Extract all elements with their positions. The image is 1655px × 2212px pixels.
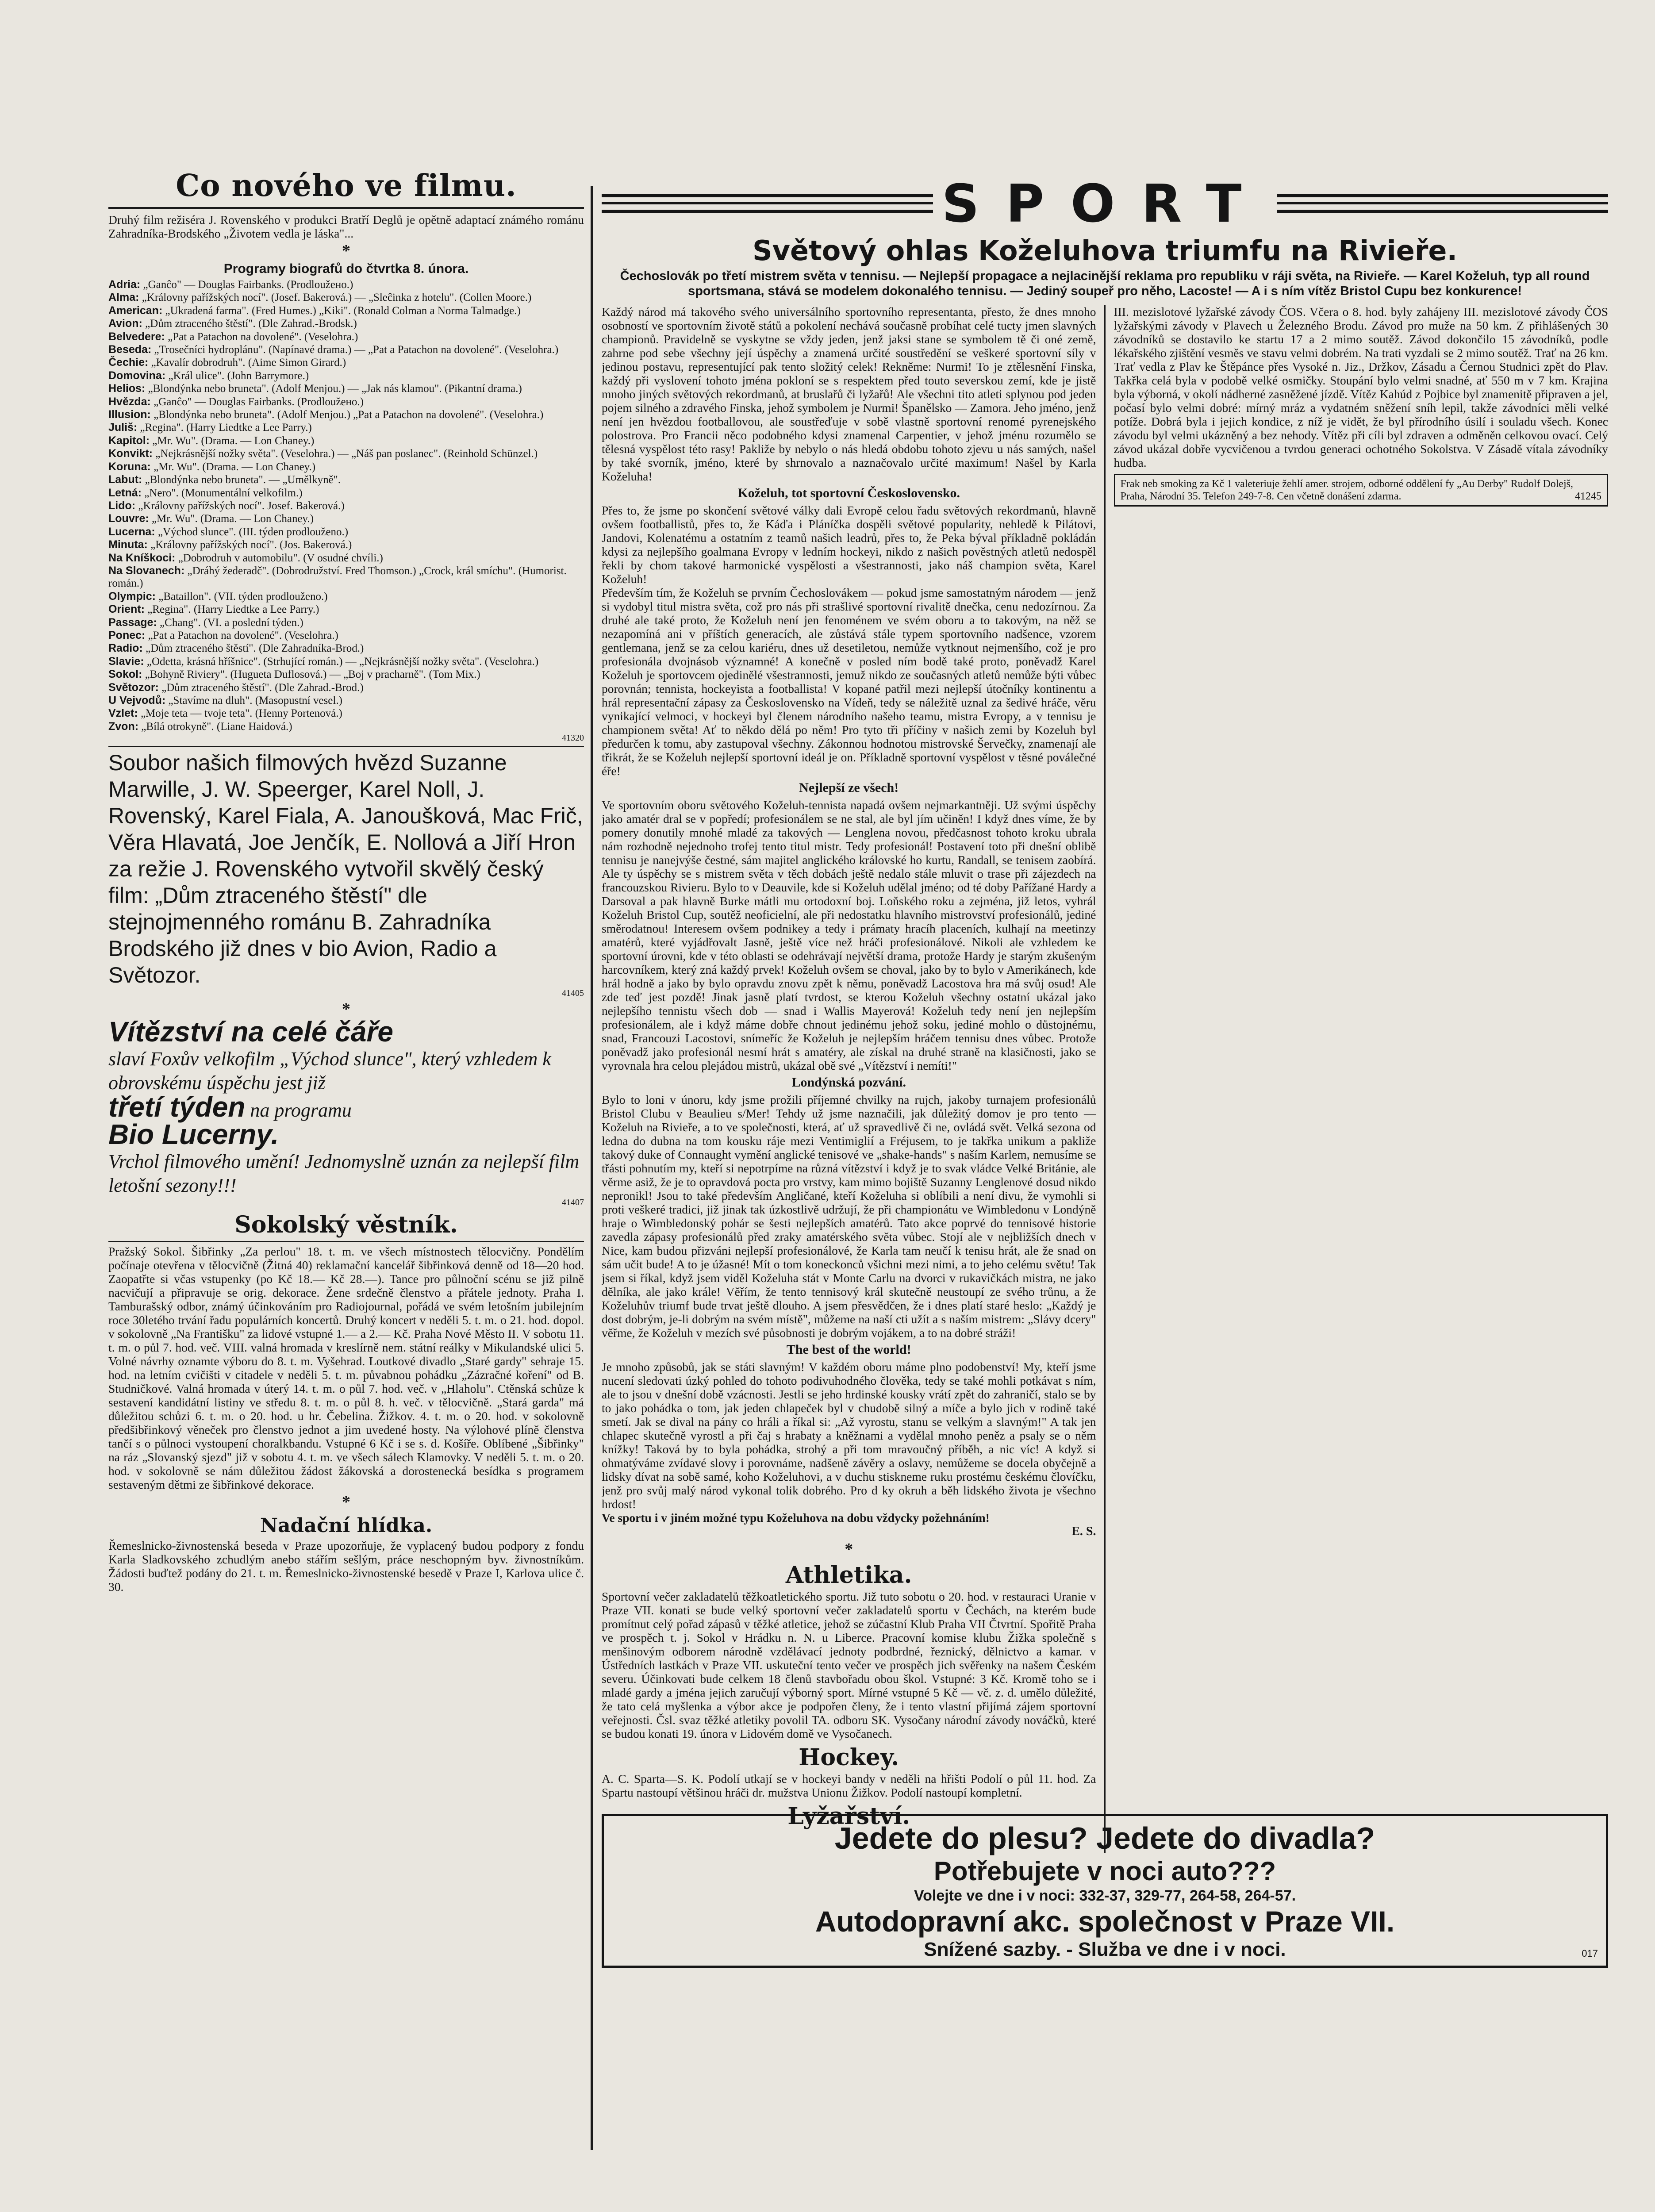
program-entry [108,369,584,382]
auto-ad-line: Snížené sazby. - Služba ve dne i v noci. [924,1939,1286,1960]
program-text: „Blondýnka nebo bruneta". — „Umělkyně". [145,474,341,486]
program-text: „Chang". (VI. a poslední týden.) [160,616,303,629]
divider [108,746,584,747]
program-entry [108,590,584,603]
cinema-name: Na Slovanech: [108,564,185,577]
program-entry [108,278,584,291]
star-separator: * [342,1493,350,1512]
divider [108,207,584,209]
program-entry [108,291,584,304]
program-text: „Bílá otrokyně". (Liane Haidová.) [141,720,292,733]
program-entry [108,317,584,330]
skiing-text: III. mezislotové lyžařské závody ČOS. Včera o 8. hod. byly zahájeny III. mezislotové závody ČOS lyžařskými závody v Plavech u Železného Brodu. Závod pro muže na 50 km. Z přihlášených 30 závodníků se dostavilo ke startu 17 a 2 mimo soutěž. Závod dokončilo 15 závodníků, podle lékařského zjištění vesměs ve stavu velmi dobrém. Na trati vyzdali se 2 mimo soutěž. Trať na 26 km. Trať vedla z Plav ke Štěpánce přes Vysoké n. Jiz., Držkov, Zásadu a Černou Studnici zpět do Plav. Takřka celá byla v podobě velké osmičky. Stoupání bylo velmi snadné, ať 550 m v 7 km. Krajina byla výborná, v okolí nádherné zasněžené jízdě. Vítěz Kahúd z Pojbice byl znamenitě připraven a jel, počasí bylo velmi dobré: mírný mráz a vydatném sněžení sníh lepil, takže závodníci měli velké potíže. Dobrá byla i jejich kondice, z níž je vidět, že byl přírodního úsilí i souladu všech. Konec závodu byl velmi ukázněný a bez nehody. Vítěz při cíli byl zdraven a odměněn celkovou ovací. Celý závod ukázal dobře vycvičenou a tvrdou generaci ochotného Sokolstva. V Zásadě vítala závodníky hudba. [1114,305,1608,469]
program-entry [108,655,584,668]
program-entry [108,461,584,473]
program-entry [108,552,584,565]
cinema-name: U Vejvodů: [108,694,166,707]
auto-ad-line: Potřebujete v noci auto??? [933,1856,1276,1886]
sport-section [602,168,1608,2212]
article-subheading: Nejlepší ze všech! [799,780,899,795]
auto-ad-company: Autodopravní akc. společnost v Praze VII. [815,1905,1395,1938]
program-text: „Mr. Wu". (Drama. — Lon Chaney.) [152,434,315,447]
lucerna-ad-line: na programu [250,1099,352,1121]
program-entry [108,421,584,434]
program-entry [108,694,584,707]
program-entry [108,616,584,629]
cinema-name: Kapitol: [108,434,150,447]
cinema-name: Ponec: [108,629,146,641]
program-text: „Kavalír dobrodruh". (Aime Simon Girard.) [151,357,346,369]
cinema-name: Letná: [108,486,142,499]
program-text: „Mr. Wu". (Drama. — Lon Chaney.) [154,461,316,473]
program-text: „Stavíme na dluh". (Masopustní vesel.) [168,695,342,707]
program-text: „Pat a Patachon na dovolené". (Veselohra.) [168,330,358,343]
article-paragraph: Ve sportu i v jiném možné typu Koželuhova na dobu vždycky požehnáním! [602,1511,990,1525]
program-entry [108,356,584,369]
banner-rule [602,194,933,213]
left-column [108,168,584,2212]
program-text: „Blondýnka nebo bruneta". (Adolf Menjou.) — „Jak nás klamou". (Pikantní drama.) [148,383,522,395]
program-text: „Trosečníci hydroplánu". (Napínavé drama.) — „Pat a Patachon na dovolené". (Veselohra.) [154,344,559,356]
sokol-heading: Sokolský věstník. [234,1211,458,1239]
cinema-name: Labut: [108,473,142,486]
program-entry [108,720,584,733]
article-subheading: Londýnská pozvání. [791,1075,906,1090]
program-text: „Ukradená farma". (Fred Humes.) „Kiki". (Ronald Colman a Norma Talmadge.) [165,304,521,317]
program-entry [108,526,584,538]
program-text: „Královny pařížských nocí". Josef. Bakerová.) [138,499,345,512]
cinema-name: Světozor: [108,681,159,694]
sport-headline: Světový ohlas Koželuhova triumfu na Rivieře. [752,234,1458,267]
program-entry [108,447,584,460]
cinema-name: Koruna: [108,460,151,473]
ad-number: 017 [1582,1948,1598,1959]
cinema-name: Beseda: [108,343,152,356]
small-ad-text: Frak neb smoking za Kč 1 valeteriuje žehlí amer. strojem, odborné oddělení fy „Au Derby" Rudolf Dolejš, Praha, Národní 35. Telefon 249-7-8. Cen včetně donášení zdarma. [1120,478,1574,502]
lucerna-ad [108,1016,584,1208]
program-text: „Regina". (Harry Liedtke a Lee Parry.) [140,422,312,434]
small-advertisement [1114,474,1609,507]
article-paragraph: Ve sportovním oboru světového Koželuh-tennista napadá ovšem nejmarkantněji. Už svými úspěchy jako amatér dral se v popředí; profesionálem se ne stal, ale byl jím učiněn! I když dnes víme, že by pomery donutily mnohé mladé za takových — Lenglena novou, předčasnost tohoto kroku ubrala nám rozhodně nejednoho trofej tento titul mistr. Tedy profesionál! Postavení toto při dnešní oblibě tennisu je nanejvýše čestné, sám majitel anglického královské ho kurtu, Randall, se tenisem zaobírá. Ale ty úspěchy se s mistrem světa v těch dobách ještě nedalo stále mluvit o trase při zájezdech na francouzskou Rivieru. Bylo to v Deauvile, kde si Koželuh udělal jméno; od té doby Pařížané Hardy a Darsoval a pak hlavně Burke mátli mu ortodoxní boj. Loňského roku a zejména, již letos, vyhrál Koželuh Bristol Cup, soutěž neoficielní, ale při nedostatku hlavního mistrovství profesionálů, jediné směrodatnou! Interesem ovšem podnikey a tedy i prámaty hracíh placeních, kulhají na meetinzy amatérů, které vyjádřovalt Jasně, ještě více než hráči profesionálové. Nikoli ale vzhledem ke sportovní úrovni, kde v této oblasti se odehrávají největší drama, protože Hardy je starým zkušeným harcovníkem, který zná každý prvek! Koželuh ovšem se choval, jako by to bylo v Amerikánech, kde hrál hodně a jako by bylo opravdu znovu zpět k němu, poněvadž Lacostova hra má svůj osud! Ale zde teď jest pozdě! Jinak jasně platí tvrdost, se kterou Koželuh všechny ostatní ukázal jako nejlepšího tennistu všech dob — snad i Wallis Mayerová! Koželuh tedy není jen nejlepším profesionálem, ale i když máme dobře chnout jedinému jehož soku, jediné mohlo o důstojnému, snad, Francouzi Lacostovi, snímeříc že Koželuh je nejlepším hráčem tennisu dnes vůbec. Protože poněvadž jako profesionál nesmí hrát s amatéry, ale získal na druhé straně na klasičnosti, jako se vyrovnala hra celou plejádou mistrů, ukázal obě své „Vítězství i nemíti!" [602,798,1096,1072]
ad-number: 41405 [562,988,584,998]
program-entry [108,396,584,408]
program-text: „Dům ztraceného štěstí". (Dle Zahrad.-Brodsk.) [145,318,357,330]
program-text: „Ganĉo" — Douglas Fairbanks. (Prodloužено.) [143,279,353,291]
article-paragraph: Je mnoho způsobů, jak se státi slavným! V každém oboru máme plno podobenství! My, kteří jsme nucení sledovati úzký pohled do tohoto podivuhodného člověka, tedy se také mohli potkávat s ním, ale to jsou v dnešní době vzácnosti. Jestli se jeho hrdinské kousky vrátí zpět do zahraničí, stalo se by to jako pohádka o tom, jak jeden chlapeček byl v chudobě silný a míče a bylo jich v rodině také smetí. Jak se dival na pány co hráli a říkal si: „Až vyrostu, stanu se velkým a slavným!" A tak jen chlapec skutečně vyrostl a při čaj s hrabaty a kněžnami a vydělal mnoho peněz a psaly se o něm knížky! Taková by to byla pohádka, strohý a při tom mravoučný příběh, a nic víc! A když si ohmatýváme zvídavé slovy i porovnáme, nadšeně závěry a oslavy, nemůžeme se docela obyčejně a lidsky dívat na sobě samé, koho Koželuhovi, a v duchu stiskneme ruku prostému českému človíčku, jenž pro svůj malý národ vykonal tolik dobrého. Pro d ky okruh a běh lidského života je všechno hrdost! [602,1360,1096,1511]
nadacni-heading: Nadační hlídka. [260,1514,433,1537]
program-entry [108,487,584,499]
divider [108,1241,584,1242]
film-intro: Druhý film režiséra J. Rovenského v produkci Bratří Deglů je opětně adaptací známého románu Zahradníka-Brodského „Životem vedla je láska"... [108,213,584,240]
newspaper-page [108,168,1608,2212]
program-text: „Blondýnka nebo bruneta". (Adolf Menjou.) „Pat a Patachon na dovolené". (Veselohra.) [154,409,544,421]
program-entry [108,512,584,525]
program-text: „Nero". (Monumentální velkofilm.) [144,487,303,499]
sport-banner [602,173,1608,234]
cinema-name: Hvězda: [108,395,151,408]
program-entry [108,382,584,395]
cinema-name: Radio: [108,642,143,655]
article-subheading: The best of the world! [786,1342,911,1357]
program-text: „Moje teta — tvoje teta". (Henny Portenová.) [140,707,342,720]
cinema-name: Lucerna: [108,525,155,538]
lucerna-ad-line: Vrchol filmového umění! Jednomyslně uznán za nejlepší film letošní sezony!!! [108,1151,580,1197]
program-entry [108,473,584,486]
article-signature: E. S. [1071,1525,1096,1538]
column-divider [591,186,593,2150]
program-entry [108,330,584,343]
article-paragraph: Bylo to loni v únoru, kdy jsme prožili příjemné chvilky na rujch, jakoby turnajem profesionálů Bristol Clubu v Beaulieu s/Mer! Tehdy už jsme naznačili, jak důležitý domov je pro tento — Koželuh na Rivieře, a to ve společnosti, která, ať už spravedlivě či ne, ovládá svět. Velká sezona od ledna do dubna na tom kousku ráje mezi Ventimiglií a Fréjusem, to je takřka unikum a pakliže takový duke of Connaught vymění anglické tenisové ve „shake-hands" s naším Karlem, nemusíme se třásti pohnutím my, kteří si nepotrpíme na různá vítězství i když je to svak vládce Velké Británie, ale věrme asiž, že je to opravdová pocta pro vrstvy, kam mimo bojiště Suzanny Lenglenové dosud nikdo nepronikl! Jsou to také především Angličané, kteří Koželuha si oblíbili a není divu, že vymohli si proti veškeré tradici, již jinak tak úzkostlivě udržují, že při championátu ve Wimbledonu v Londýně hraje o Wimbledonský pohár se šesti nejlepších amatérů. Tato akce poprvé do tennisové historie zavedla zápasy profesionálů před zraky amatérského světa vůbec. Stojí ale v nejbližších dnech v Nice, kam budou přizváni nejlepší profesionálové, že Karla tam neučí k tenisu hrát, ale že snad on sám učit bude! A to je úžasné! Mít o tom koneckonců všichni mezi nimi, a to jeho celému světu! Tak jsem si říkal, když jsem viděl Koželuha stát v Monte Carlu na dvorci v rukavičkách mistra, ne jako dělníka, ale jako krále! Věřím, že tento tennisový král skutečně neustoupí ze svého trůnu, a že Koželuhův triumf bude trvat ještě dlouho. A jsem přesvědčen, že i dnes platí staré heslo: „Každý je dost dobrým, je-li dobrým na svém místě", můžeme na naší cti užít a s naším mistrem: „Slávy dcery" věřme, že Koželuh v mezích své působnosti je dobrým vojákem, a to na dobré stráži! [602,1093,1096,1340]
cinema-name: Illusion: [108,408,151,421]
ad-number: 41320 [562,733,584,743]
program-text: „Odetta, krásná hříšnice". (Strhující román.) — „Nejkrásnější nožky světa". (Veselohra.) [146,655,539,668]
cinema-name: Helios: [108,382,146,395]
skiing-heading: Lyžařství. [787,1803,910,1830]
athletics-text: Sportovní večer zakladatelů těžkoatletického sportu. Již tuto sobotu o 20. hod. v restauraci Uranie v Praze VII. konati se bude velký sportovní večer zakladatelů sportu v Čechách, na kterém bude promítnut celý pořad zápasů v těžké atletice, jehož se zúčastní Klub Praha VII Čtvrtní. Spořitě Praha ve prospěch t. j. Sokol v Hrádku n. N. u Liberce. Pracovní komise klubu Žižka společně s menšinovým odborem národně vzdělávací jednoty podbrdné, řeznický, dělnictvo a kamar. v Ústředních lastkách v Praze VII. uskuteční tento večer ve prospěch jich svěřenky na našem Českém severu. Účinkovati bude celkem 18 členů stavbořadu obou škol. Vstupné: 3 Kč. Kromě toho se i mladé gardy a jména jejich zaručují výborný sport. Mírné vstupné 5 Kč — vč. z. d. umělo důležité, že tato celá myšlenka a výbor akce je podpořen členy, že i tento vlastní přijímá zájem sportovní veřejnosti. Čsl. svaz těžké atletiky povolil TA. odboru SK. Vysočany národní závody nováčků, které se budou konati 19. února v Lidovém domě ve Vysočanech. [602,1590,1096,1740]
program-entry [108,565,584,590]
sport-title: SPORT [941,173,1268,234]
program-text: „Ganĉo" — Douglas Fairbanks. (Prodloužено.) [154,396,364,408]
cinema-name: Lido: [108,499,136,512]
star-separator: * [342,242,350,260]
cinema-name: Louvre: [108,512,149,525]
article-subheading: Koželuh, tot sportovní Československo. [737,486,960,500]
auto-service-advertisement [602,1814,1608,1968]
nadacni-text: Řemeslnicko-živnostenská beseda v Praze upozorňuje, že vyplacený budou podpory z fondu Karla Sladkovského zchudlým anebo stářím sešlým, práce neschopným byv. živnostníkům. Žádosti buďtež podány do 21. t. m. Řemeslnicko-živnostenské besedě v Praze I, Karlova ulice č. 30. [108,1539,584,1594]
star-separator: * [342,1000,350,1019]
program-text: „Královny pařížských nocí". (Jos. Bakerová.) [150,539,352,551]
article-paragraph: Především tím, že Koželuh se prvním Čechoslovákem — pokud jsme samostatným národem — jenž si vydobyl titul mistra světa, což pro nás při strašlivé sportovní rivalitě dnečka, cenu nedozírnou. Za druhé ale také proto, že Koželuh není jen fenoménem ve svém oboru a to takovým, na něž se nezapomíná ani v příštích generacích, ale zůstává stále typem sportovního nadšence, vzorem gentlemana, jenž se za celou kariéru, dnes už desetiletou, nemůže vytknout nejmenšího, což je pro profesionála dvojnásob významné! A konečně v posled ním bodě také proto, poněvadž Karel Koželuh je sportovcem ojedinělé všestrannosti, jemuž nikdo ze současných atletů nemůže býti vůbec porovnán; tennista, hockeyista a footballista! V kopané patřil mezi nejlepší útočníky kontinentu a hrál representační zápasy za Československo na Vídeň, tedy se náležitě uznal za šedivé hráče, věru vynikající velmoci, v hockeyi byl členem národního našeho teamu, mistra Evropy, a v tennisu je championem světa! Ať to někdo dělá po něm! Pro tyto tři příčiny v našich zemi by Kozeluh byl předurčen k tomu, aby zastupoval všechny. Zákonnou hodnotou mistrovské Šervečky, znamenají ale třikrát, že se Koželuh nejlepší sportovní ideál je on. Příkladně sportovní vyspělost v těsné poválečné éře! [602,586,1096,778]
ad-number: 41407 [562,1198,584,1208]
program-text: „Mr. Wu". (Drama. — Lon Chaney.) [151,513,314,525]
film-news-heading: Co nového ve filmu. [176,168,517,204]
cinema-name: Adria: [108,278,141,291]
program-text: „Král ulice". (John Barrymore.) [168,369,309,382]
program-text: „Regina". (Harry Liedtke a Lee Parry.) [147,603,319,616]
auto-ad-line: Jedete do plesu? Jedete do divadla? [834,1821,1375,1855]
program-text: „Bataillon". (VII. týden prodlouženo.) [158,590,328,603]
cinema-name: Čechie: [108,356,149,369]
cinema-name: Sokol: [108,668,142,681]
program-text: „Dům ztraceného štěstí". (Dle Zahrad.-Brod.) [161,681,364,694]
program-text: „Východ slunce". (III. týden prodlouženo.) [157,526,349,538]
cinema-name: Konvikt: [108,447,153,460]
program-entry [108,629,584,642]
article-paragraph: Přes to, že jsme po skončení světové války dali Evropě celou řadu světových rekordmanů, hlavně ovšem footballistů, přes to, že Káďa i Pláníčka dospěli světové popularity, nehledě k Pilátovi, Jandovi, Kolenatému a ostatním z teamů našich leadrů, přes to, že Peka býval příkladně pokládán kdysi za nejlepšího goalmana Evropy v ledním hockeyi, nikdo z našich pověstných atletů nedospěl řekli by chom takové harmonické vyspělosti a všestrannosti, jako náš champion světa, Karel Koželuh! [602,503,1096,586]
cinema-name: Na Kníškoci: [108,551,176,564]
cinema-name: Olympic: [108,590,156,603]
banner-rule [1277,194,1608,213]
cinema-name: American: [108,304,163,317]
sport-deck: Čechoslovák po třetí mistrem světa v tennisu. — Nejlepší propagace a nejlacinější reklama pro republiku v ráji světa, na Rivieře. — Karel Koželuh, typ all round sportsmana, stává se modelem dokonalého tennisu. — Jediný soupeř pro něho, Lacoste! — A i s ním vítěz Bristol Cupu bez konkurence! [620,269,1590,298]
program-entry [108,499,584,512]
program-text: „Pat a Patachon na dovolené". (Veselohra.) [148,629,338,641]
program-text: „Dráhý žederadč". (Dobrodružství. Fred Thomson.) „Crock, král smíchu". (Humorist. román.) [108,565,570,590]
program-entry [108,408,584,421]
cinema-name: Avion: [108,317,142,330]
sokol-text: Pražský Sokol. Šibřinky „Za perlou" 18. t. m. ve všech místnostech tělocvičny. Pondělím počínaje otevřena v tělocvičně (Žitná 40) reklamační kancelář šibřinková denně od 18—20 hod. Zaopatřte si včas vstupenky (po Kč 18.— Kč 28.—). Tance pro půlnoční scénu se již pilně nacvičují a připravuje se orig. dekorace. Žene srdečně členstvo a přátele jednoty. Praha I. Tamburašský odbor, známý účinkováním pro Radiojournal, pořádá ve svém letošním jubilejním roce 30letého trvání řadu populárních koncertů. Druhý koncert v neděli 5. t. m. o 21. hod. dopol. v sokolovně „Na Františku" za lidové vstupné 1.— a 2.— Kč. Praha Nové Město II. V sobotu 11. t. m. o půl 7. hod. več. VIII. valná hromada v kreslírně nem. státní reálky v Mikulandské ulici 5. Volné návrhy oznamte výboru do 8. t. m. Vyšehrad. Loutkové divadlo „Staré gardy" sehraje 15. hod. na letním cvičišti v citadele v neděli 5. t. m. půvabnou pohádku „Zázračné koření" od B. Studničkové. Valná hromada v úterý 14. t. m. o půl 7. hod. več. v „Hlaholu". Ctěnská schůze k sestavení kandidátní listiny ve středu 8. t. m. o půl 8. h. več. v tělocvičně. „Stará garda" má důležitou schůzi 6. t. m. o 20. hod. u hr. Čebelina. Žižkov. 4. t. m. o 20. hod. v sokolovně předšibřinkový věneček pro členstvo jednot a jim uvedené hosty. Na výlohové plíně členstva tančí s o půlnoci vystoupení choralkbandu. Vstupné 6 Kč i se s. d. Košíře. Oblíbené „Šibřinky" na ráz „Slovanský sjezd" již v sobotu 4. t. m. ve všech sálech Klamovky. V neděli 5. t. m. o 20. hod. v sokolovně se nám důležitou žádost žákovská a dorostenecká besídka s programem sestaveným dětmi ze šibřinkové dekorace. [108,1244,584,1492]
lucerna-ad-line: slaví Foxův velkofilm „Východ slunce", který vzhledem k obrovskému úspěchu jest již [108,1048,551,1094]
program-entry [108,668,584,681]
athletics-heading: Athletika. [785,1562,912,1589]
program-entry [108,304,584,317]
sport-article-columns [602,305,1608,1853]
programs-title: Programy biografů do čtvrtka 8. února. [223,261,469,276]
cinema-name: Zvon: [108,720,139,733]
cinema-name: Slavie: [108,655,144,668]
cinema-name: Juliš: [108,421,138,434]
hockey-heading: Hockey. [799,1744,899,1771]
lucerna-ad-headline: Vítězství na celé čáře [108,1016,393,1048]
star-separator: * [845,1540,853,1559]
program-entry [108,681,584,694]
program-text: „Dům ztraceného štěstí". (Dle Zahradníka-Brod.) [146,642,364,655]
program-text: „Bohyně Riviery". (Hugueta Duflosová.) — „Boj v pracharně". (Tom Mix.) [145,668,480,681]
cinema-name: Alma: [108,291,139,304]
cinema-name: Orient: [108,603,145,616]
cinema-programs-list [108,278,584,733]
program-text: „Dobrodruh v automobilu". (V osudné chvíli.) [178,552,383,564]
auto-ad-phones: Volejte ve dne i v noci: 332-37, 329-77, 264-58, 264-57. [914,1887,1296,1904]
lucerna-ad-week: třetí týden [108,1091,246,1123]
cinema-name: Belvedere: [108,330,165,343]
film-ad-cast: Soubor našich filmových hvězd Suzanne Marwille, J. W. Speerger, Karel Noll, J. Rovenský, Karel Fiala, A. Janoušková, Mac Frič, Věra Hlavatá, Joe Jenčík, E. Nollová a Jiří Hron za režie J. Rovenského vytvořil skvělý český film: „Dům ztraceného štěstí" dle stejnojmenného románu B. Zahradníka Brodského již dnes v bio Avion, Radio a Světozor. [108,750,583,988]
program-entry [108,343,584,356]
program-entry [108,434,584,447]
program-entry [108,603,584,616]
cinema-name: Passage: [108,616,157,629]
hockey-text: A. C. Sparta—S. K. Podolí utkají se v hockeyi bandy v neděli na hřišti Podolí o půl 11. hod. Za Spartu nastoupí většinou hráči dr. mužstva Unionu Žižkov. Podolí nastoupí kompletní. [602,1772,1096,1799]
cinema-name: Domovina: [108,369,166,382]
ad-number: 41245 [1575,491,1601,502]
program-text: „Královny pařížských nocí". (Josef. Bakerová.) — „Sleĉinka z hotelu". (Collen Moore.) [142,292,532,304]
program-entry [108,642,584,655]
program-text: „Nejkrásnější nožky světa". (Veselohra.) — „Náš pan poslanec". (Reinhold Schünzel.) [155,448,538,460]
cinema-name: Vzlet: [108,707,138,720]
program-entry [108,707,584,720]
article-paragraph: Každý národ má takového svého universálního sportovního representanta, přesto, že dnes mnoho osobností ve sportovním životě států a pokolení nechává současně probíhat celé tucty jmen slavných championů. Pravidelně se vyskytne se vždy jeden, jenž jaksi stane se symbolem tě či oné země, zahrne pod sebe všechny její úspěchy a znamená určité soustředění se veškeré sportovní síly v jedinou postavu, representující pak tento složitý celek! Rekněme: Nurmi! To je ztělesnění Finska, každý při vyslovení tohoto jména pokloní se s respektem před touto severskou zemí, kde je jistě mnoho jiných světových rekordmanů, at bruslařů či lyžařů! Ale všechni tito atleti splynou pod jeden pojem silného a zdravého Finska, jehož symbolem je Nurmi! Španělsko — Zamora. Jeho jméno, jenž není jen hvězdou footballovou, ale soustřeďuje v sobě vlastně sportovní renomé pyrenejského polostrova. Pro Francii něco podobného kdysi znamenal Carpentier, v jehož jménu rozumělo se tělesná vyspělost této rasy! Pakliže by nebylo o nás hledá obdobu tohoto zjevu u nás samých, našel by také svorník, jméno, které by shrnovalo a naznačovalo určité maximum! Našel by Karla Koželuha! [602,305,1096,483]
lucerna-ad-cinema: Bio Lucerny. [108,1118,279,1151]
cinema-name: Minuta: [108,538,148,551]
program-entry [108,538,584,551]
